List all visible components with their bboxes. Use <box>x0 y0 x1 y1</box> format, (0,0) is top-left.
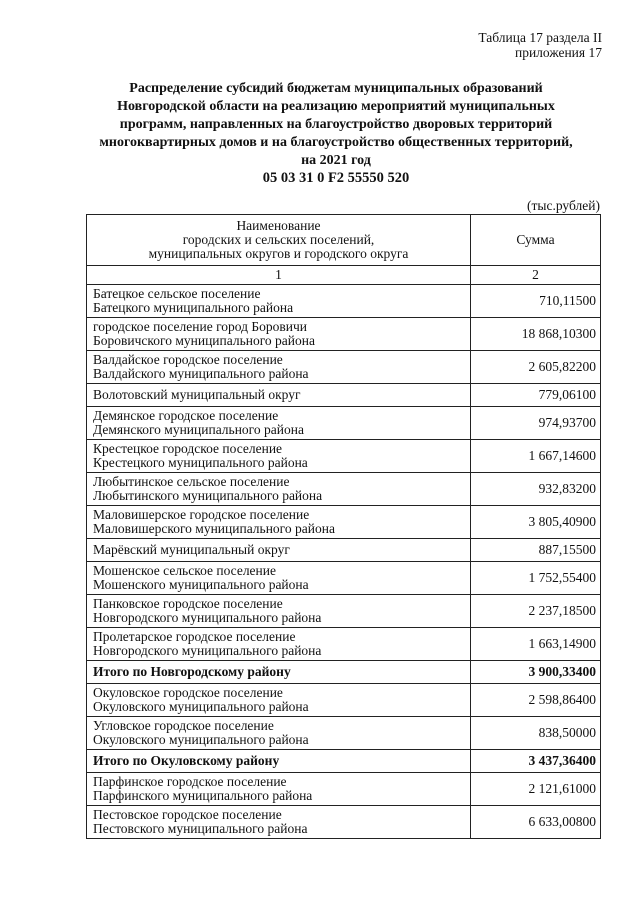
col-name-header <box>87 215 471 266</box>
budget-code: 05 03 31 0 F2 55550 520 <box>262 170 410 186</box>
ref-line-1: Таблица 17 раздела II <box>478 30 602 45</box>
table-reference <box>478 30 602 60</box>
title-line-4: многоквартирных домов и на благоустройство общественных территорий, <box>99 135 573 150</box>
municipality-name-line-1: Парфинское городское поселение <box>93 774 287 789</box>
title-line-5: на 2021 год <box>301 153 371 168</box>
municipality-name-line-1: Итого по Окуловскому району <box>93 753 280 768</box>
municipality-name-line-1: Демянское городское поселение <box>93 408 279 423</box>
col-amount-header: Сумма <box>471 215 601 266</box>
municipality-name-line-1: Марёвский муниципальный округ <box>93 542 290 557</box>
col-number-2: 2 <box>471 266 601 285</box>
amount-cell: 838,50000 <box>471 717 601 750</box>
table-row <box>87 628 601 661</box>
title-line-2: Новгородской области на реализацию мероприятий муниципальных <box>117 99 555 114</box>
municipality-name-cell <box>87 539 471 562</box>
municipality-name-line-2: Парфинского муниципального района <box>93 788 313 803</box>
table-row <box>87 562 601 595</box>
amount-cell: 6 633,00800 <box>471 806 601 839</box>
municipality-name-line-1: Итого по Новгородскому району <box>93 664 291 679</box>
municipality-name-line-2: Новгородского муниципального района <box>93 643 322 658</box>
table-header-row <box>87 215 601 266</box>
municipality-name-cell <box>87 506 471 539</box>
table-row <box>87 285 601 318</box>
amount-cell: 3 805,40900 <box>471 506 601 539</box>
table-row <box>87 773 601 806</box>
municipality-name-line-1: Любытинское сельское поселение <box>93 474 290 489</box>
municipality-name-cell <box>87 773 471 806</box>
municipality-name-cell <box>87 562 471 595</box>
table-row <box>87 318 601 351</box>
municipality-name-line-1: Волотовский муниципальный округ <box>93 387 301 402</box>
ref-line-2: приложения 17 <box>514 45 602 60</box>
municipality-name-line-2: Маловишерского муниципального района <box>93 521 335 536</box>
amount-cell: 1 752,55400 <box>471 562 601 595</box>
municipality-name-line-1: Панковское городское поселение <box>93 596 283 611</box>
table-row <box>87 806 601 839</box>
municipality-name-cell <box>87 661 471 684</box>
municipality-name-line-2: Пестовского муниципального района <box>93 821 308 836</box>
municipality-name-line-2: Окуловского муниципального района <box>93 699 309 714</box>
table-row <box>87 684 601 717</box>
municipality-name-line-2: Мошенского муниципального района <box>93 577 309 592</box>
table-row <box>87 717 601 750</box>
col-name-header-line-2: городских и сельских поселений, <box>182 232 375 247</box>
municipality-name-line-2: Окуловского муниципального района <box>93 732 309 747</box>
municipality-name-cell <box>87 318 471 351</box>
municipality-name-line-1: Мошенское сельское поселение <box>93 563 276 578</box>
table-row <box>87 473 601 506</box>
col-number-1: 1 <box>87 266 471 285</box>
amount-cell: 932,83200 <box>471 473 601 506</box>
municipality-name-cell <box>87 351 471 384</box>
amount-cell: 3 437,36400 <box>471 750 601 773</box>
municipality-name-line-1: Окуловское городское поселение <box>93 685 283 700</box>
table-total-row <box>87 750 601 773</box>
amount-cell: 1 667,14600 <box>471 440 601 473</box>
municipality-name-line-1: Маловишерское городское поселение <box>93 507 310 522</box>
municipality-name-line-2: Валдайского муниципального района <box>93 366 309 381</box>
amount-cell: 887,15500 <box>471 539 601 562</box>
title-line-3: программ, направленных на благоустройство дворовых территорий <box>119 117 553 132</box>
amount-cell: 779,06100 <box>471 384 601 407</box>
col-name-header-line-1: Наименование <box>236 218 321 233</box>
table-row <box>87 384 601 407</box>
units-label: (тыс.рублей) <box>527 198 600 213</box>
municipality-name-cell <box>87 440 471 473</box>
municipality-name-line-1: Батецкое сельское поселение <box>93 286 261 301</box>
municipality-name-cell <box>87 628 471 661</box>
municipality-name-cell <box>87 806 471 839</box>
municipality-name-cell <box>87 473 471 506</box>
table-row <box>87 440 601 473</box>
table-row <box>87 595 601 628</box>
municipality-name-cell <box>87 684 471 717</box>
municipality-name-line-2: Любытинского муниципального района <box>93 488 323 503</box>
municipality-name-cell <box>87 407 471 440</box>
municipality-name-cell <box>87 595 471 628</box>
amount-cell: 18 868,10300 <box>471 318 601 351</box>
municipality-name-line-1: Валдайское городское поселение <box>93 352 283 367</box>
amount-cell: 2 605,82200 <box>471 351 601 384</box>
subsidy-table <box>86 214 601 839</box>
table-row <box>87 539 601 562</box>
municipality-name-line-1: Угловское городское поселение <box>93 718 274 733</box>
column-number-row <box>87 266 601 285</box>
municipality-name-line-1: Пролетарское городское поселение <box>93 629 296 644</box>
municipality-name-cell <box>87 384 471 407</box>
document-title <box>60 80 612 170</box>
municipality-name-line-2: Демянского муниципального района <box>93 422 304 437</box>
amount-cell: 710,11500 <box>471 285 601 318</box>
municipality-name-line-1: Пестовское городское поселение <box>93 807 282 822</box>
amount-cell: 2 237,18500 <box>471 595 601 628</box>
municipality-name-line-2: Батецкого муниципального района <box>93 300 294 315</box>
municipality-name-line-2: Боровичского муниципального района <box>93 333 315 348</box>
amount-cell: 2 598,86400 <box>471 684 601 717</box>
table-row <box>87 351 601 384</box>
table-row <box>87 407 601 440</box>
col-name-header-line-3: муниципальных округов и городского округа <box>148 246 409 261</box>
amount-cell: 1 663,14900 <box>471 628 601 661</box>
table-row <box>87 506 601 539</box>
municipality-name-line-1: городское поселение город Боровичи <box>93 319 308 334</box>
table-total-row <box>87 661 601 684</box>
municipality-name-line-1: Крестецкое городское поселение <box>93 441 283 456</box>
municipality-name-cell <box>87 285 471 318</box>
municipality-name-line-2: Крестецкого муниципального района <box>93 455 308 470</box>
municipality-name-cell <box>87 717 471 750</box>
amount-cell: 3 900,33400 <box>471 661 601 684</box>
municipality-name-cell <box>87 750 471 773</box>
municipality-name-line-2: Новгородского муниципального района <box>93 610 322 625</box>
amount-cell: 2 121,61000 <box>471 773 601 806</box>
amount-cell: 974,93700 <box>471 407 601 440</box>
title-line-1: Распределение субсидий бюджетам муниципальных образований <box>129 81 543 96</box>
